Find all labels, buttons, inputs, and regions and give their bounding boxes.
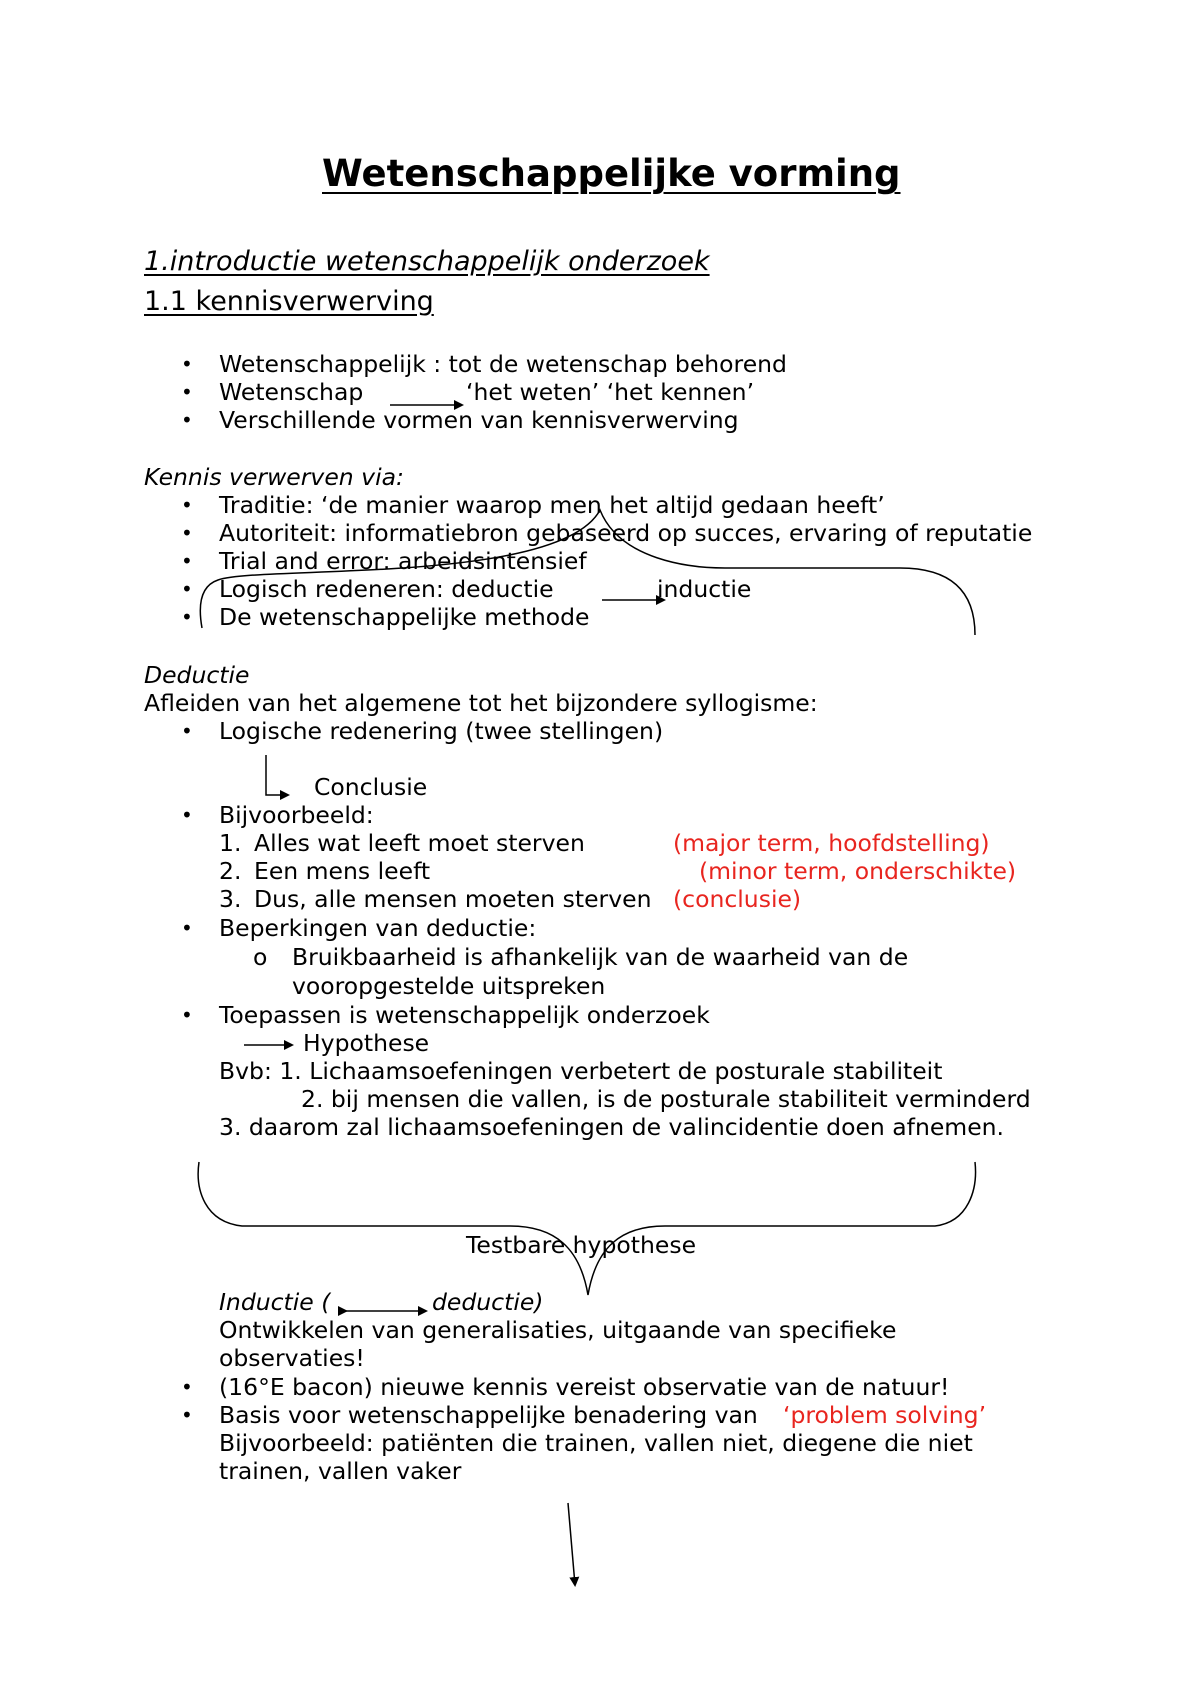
bullet-icon: • (181, 1375, 193, 1399)
list-item: Wetenschap (219, 378, 364, 406)
list-item: ‘het weten’ ‘het kennen’ (466, 378, 755, 406)
bullet-icon: • (181, 916, 193, 940)
numbered-item: Alles wat leeft moet sterven (254, 829, 585, 857)
bullet-icon: • (181, 549, 193, 573)
subsection-heading: 1.1 kennisverwerving (144, 286, 434, 317)
list-item: Verschillende vormen van kennisverwerving (219, 406, 739, 434)
list-item: De wetenschappelijke methode (219, 603, 590, 631)
page-title: Wetenschappelijke vorming (322, 152, 901, 195)
list-item: trainen, vallen vaker (219, 1457, 462, 1485)
bullet-icon: • (181, 1403, 193, 1427)
bullet-icon: • (181, 803, 193, 827)
annotation-red: (minor term, onderschikte) (699, 857, 1017, 885)
list-item: Traditie: ‘de manier waarop men het altijd gedaan heeft’ (219, 491, 885, 519)
list-item: inductie (657, 575, 752, 603)
brace-icon (198, 1162, 975, 1295)
bullet-icon: • (181, 577, 193, 601)
annotation-red: ‘problem solving’ (783, 1401, 987, 1429)
list-item: Logisch redeneren: deductie (219, 575, 554, 603)
sub-list-item: Bruikbaarheid is afhankelijk van de waarheid van de (292, 943, 909, 971)
list-item: Wetenschappelijk : tot de wetenschap behorend (219, 350, 787, 378)
inductie-heading-deductie: deductie) (432, 1288, 544, 1316)
list-item: Beperkingen van deductie: (219, 914, 537, 942)
list-item: (16°E bacon) nieuwe kennis vereist observatie van de natuur! (219, 1373, 950, 1401)
bullet-icon: • (181, 352, 193, 376)
inductie-definition: observaties! (219, 1344, 365, 1372)
kennis-heading: Kennis verwerven via: (144, 463, 404, 491)
bullet-icon: • (181, 493, 193, 517)
example-line: 2. bij mensen die vallen, is de posturale stabiliteit verminderd (301, 1085, 1031, 1113)
bullet-icon: • (181, 1003, 193, 1027)
arrow-icon (568, 1503, 575, 1585)
brace-icon (200, 510, 975, 635)
numbered-marker: 1. (219, 829, 242, 857)
numbered-item: Een mens leeft (254, 857, 431, 885)
list-item: Autoriteit: informatiebron gebaseerd op succes, ervaring of reputatie (219, 519, 1033, 547)
conclusie-label: Conclusie (314, 773, 428, 801)
inductie-definition: Ontwikkelen van generalisaties, uitgaande van specifieke (219, 1316, 897, 1344)
bullet-icon: • (181, 605, 193, 629)
list-item: Basis voor wetenschappelijke benadering van (219, 1401, 758, 1429)
bullet-icon: • (181, 380, 193, 404)
annotation-red: (major term, hoofdstelling) (673, 829, 990, 857)
numbered-item: Dus, alle mensen moeten sterven (254, 885, 652, 913)
sub-list-item: vooropgestelde uitspreken (292, 972, 606, 1000)
deductie-heading: Deductie (144, 661, 250, 689)
list-item: Logische redenering (twee stellingen) (219, 717, 664, 745)
testbare-hypothese-label: Testbare hypothese (466, 1231, 697, 1259)
bullet-icon: • (181, 719, 193, 743)
bullet-icon: • (181, 521, 193, 545)
list-item: Bijvoorbeeld: patiënten die trainen, vallen niet, diegene die niet (219, 1429, 973, 1457)
numbered-marker: 3. (219, 885, 242, 913)
inductie-heading: Inductie ( (219, 1288, 331, 1316)
list-item: Trial and error: arbeidsintensief (219, 547, 587, 575)
list-item: Bijvoorbeeld: (219, 801, 374, 829)
list-item: Toepassen is wetenschappelijk onderzoek (219, 1001, 710, 1029)
example-line: 3. daarom zal lichaamsoefeningen de valincidentie doen afnemen. (219, 1113, 1005, 1141)
hypothese-label: Hypothese (303, 1029, 430, 1057)
bent-arrow-icon (266, 755, 288, 795)
sub-bullet-icon: o (253, 943, 268, 971)
annotation-red: (conclusie) (673, 885, 802, 913)
example-line: Bvb: 1. Lichaamsoefeningen verbetert de posturale stabiliteit (219, 1057, 943, 1085)
section-heading: 1.introductie wetenschappelijk onderzoek (144, 246, 710, 277)
bullet-icon: • (181, 408, 193, 432)
numbered-marker: 2. (219, 857, 242, 885)
deductie-definition: Afleiden van het algemene tot het bijzondere syllogisme: (144, 689, 818, 717)
